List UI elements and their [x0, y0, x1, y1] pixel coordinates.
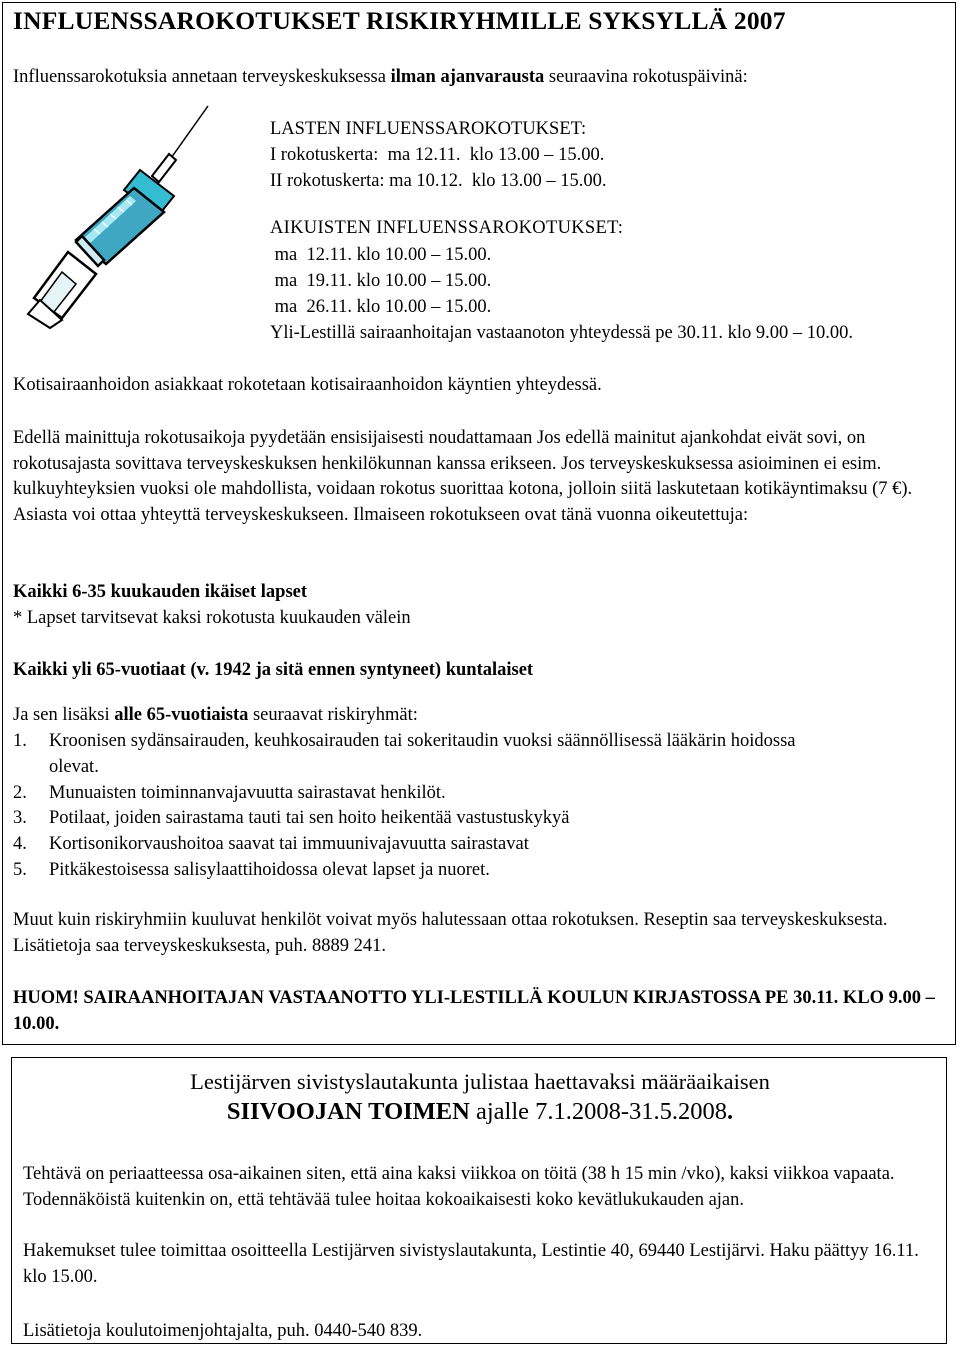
risk-group-1: Kroonisen sydänsairauden, keuhkosairauden tai sokeritaudin vuoksi säännöllisessä lääkärin hoidossa — [49, 731, 796, 751]
risk-group-5: Pitkäkestoisessa salisylaattihoidossa olevat lapset ja nuoret. — [49, 860, 490, 880]
syringe-icon — [26, 100, 216, 330]
intro-text: Influenssarokotuksia annetaan terveyskeskuksessa ilman ajanvarausta seuraavina rokotuspäivinä: — [13, 67, 748, 87]
risk-group-2: Munuaisten toiminnanvajavuutta sairastavat henkilöt. — [49, 783, 446, 803]
children-vaccination-time-2: II rokotuskerta: ma 10.12. klo 13.00 – 15.00. — [270, 171, 607, 191]
yli-lestilla-vaccination: Yli-Lestillä sairaanhoitajan vastaanoton yhteydessä pe 30.11. klo 9.00 – 10.00. — [270, 323, 853, 343]
risk-group-num-4: 4. — [13, 834, 27, 854]
risk-group-num-5: 5. — [13, 860, 27, 880]
risk-groups-intro: Ja sen lisäksi alle 65-vuotiaista seuraavat riskiryhmät: — [13, 705, 418, 725]
elderly-group: Kaikki yli 65-vuotiaat (v. 1942 ja sitä ennen syntyneet) kuntalaiset — [13, 660, 534, 680]
adult-vaccination-time-1: ma 12.11. klo 10.00 – 15.00. — [270, 245, 492, 265]
job-ad-description: Tehtävä on periaatteessa osa-aikainen siten, että aina kaksi viikkoa on töitä (38 h 15 min /vko), kaksi viikkoa vapaata. Todennäköistä kuitenkin on, että tehtävää tulee hoitaa kokoaikaisesti koko kevätlukukauden ajan. — [23, 1164, 895, 1210]
page-title: INFLUENSSAROKOTUKSET RISKIRYHMILLE SYKSYLLÄ 2007 — [13, 6, 786, 35]
children-group-note: * Lapset tarvitsevat kaksi rokotusta kuukauden välein — [13, 608, 411, 628]
home-care-text: Kotisairaanhoidon asiakkaat rokotetaan kotisairaanhoidon käyntien yhteydessä. — [13, 375, 602, 395]
risk-group-num-2: 2. — [13, 783, 27, 803]
children-vaccination-heading: LASTEN INFLUENSSAROKOTUKSET: — [270, 119, 587, 139]
nurse-reception-notice: HUOM! SAIRAANHOITAJAN VASTAANOTTO YLI-LESTILLÄ KOULUN KIRJASTOSSA PE 30.11. KLO 9.00 – 10.00. — [13, 988, 935, 1034]
job-ad-heading-line1: Lestijärven sivistyslautakunta julistaa haettavaksi määräaikaisen — [190, 1069, 770, 1094]
job-advertisement-box — [11, 1057, 947, 1344]
job-ad-heading-line2: SIIVOOJAN TOIMEN ajalle 7.1.2008-31.5.2008. — [226, 1098, 734, 1125]
job-ad-application: Hakemukset tulee toimittaa osoitteella Lestijärven sivistyslautakunta, Lestintie 40, 69440 Lestijärvi. Haku päättyy 16.11. klo 15.00. — [23, 1241, 919, 1287]
job-ad-contact: Lisätietoja koulutoimenjohtajalta, puh. 0440-540 839. — [23, 1321, 423, 1341]
intro-bold: ilman ajanvarausta — [390, 67, 545, 87]
children-group-heading: Kaikki 6-35 kuukauden ikäiset lapset — [13, 582, 308, 602]
others-paragraph: Muut kuin riskiryhmiin kuuluvat henkilöt voivat myös halutessaan ottaa rokotuksen. Reseptin saa terveyskeskuksesta. Lisätietoja saa terveyskeskuksesta, puh. 8889 241. — [13, 910, 888, 956]
job-ad-position: SIIVOOJAN TOIMEN — [226, 1098, 470, 1125]
adult-vaccination-time-3: ma 26.11. klo 10.00 – 15.00. — [270, 297, 492, 317]
risk-group-1-continued: olevat. — [49, 757, 99, 777]
risk-group-num-1: 1. — [13, 731, 27, 751]
children-vaccination-time-1: I rokotuskerta: ma 12.11. klo 13.00 – 15.00. — [270, 145, 605, 165]
risk-group-4: Kortisonikorvaushoitoa saavat tai immuunivajavuutta sairastavat — [49, 834, 529, 854]
risk-group-3: Potilaat, joiden sairastama tauti tai sen hoito heikentää vastustuskykyä — [49, 808, 570, 828]
instructions-paragraph: Edellä mainittuja rokotusaikoja pyydetään ensisijaisesti noudattamaan Jos edellä mainitut ajankohdat eivät sovi, on rokotusajasta sovittava terveyskeskuksen henkilökunnan kanssa erikseen. Jos terveyskeskuksessa asioiminen ei esim. kulkuyhteyksien vuoksi ole mahdollista, voidaan rokotus suorittaa kotona, jolloin siitä laskutetaan kotikäyntimaksu (7 €). Asiasta voi ottaa yhteyttä terveyskeskukseen. Ilmaiseen rokotukseen ovat tänä vuonna oikeutettuja: — [13, 428, 913, 526]
adult-vaccination-heading: AIKUISTEN INFLUENSSAROKOTUKSET: — [270, 218, 624, 238]
adult-vaccination-time-2: ma 19.11. klo 10.00 – 15.00. — [270, 271, 492, 291]
risk-group-num-3: 3. — [13, 808, 27, 828]
